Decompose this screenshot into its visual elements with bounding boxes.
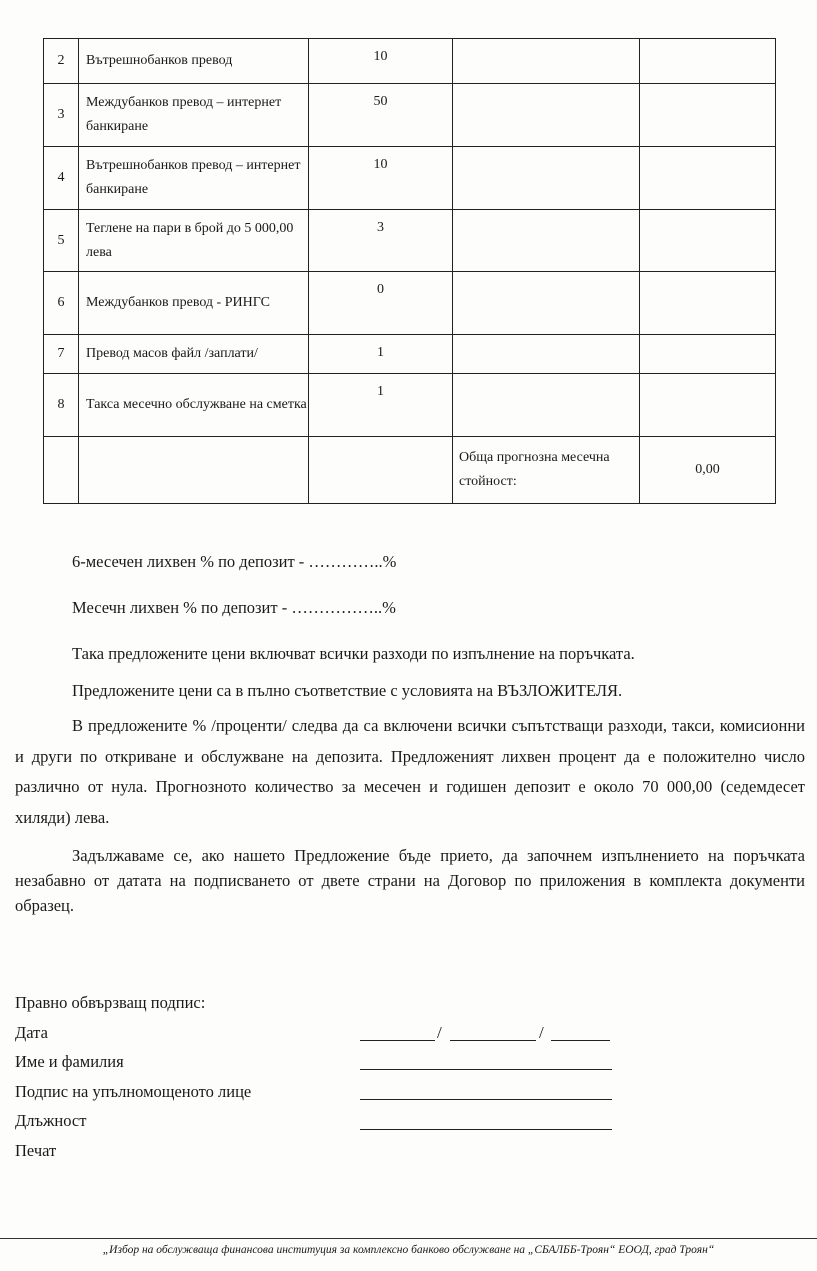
service-quantity: 50 bbox=[309, 83, 453, 146]
table-total-row bbox=[44, 436, 776, 503]
row-number: 2 bbox=[44, 39, 79, 84]
service-quantity: 3 bbox=[309, 209, 453, 272]
empty-cell bbox=[640, 146, 776, 209]
row-number: 8 bbox=[44, 374, 79, 437]
signature-heading: Правно обвързващ подпис: bbox=[15, 993, 206, 1012]
commitment-paragraph: Задължаваме се, ако нашето Предложение бъде прието, да започнем изпълнението на поръчката незабавно от датата на подписването от двете страни на Договор по приложения в комплекта документи образец. bbox=[15, 846, 805, 915]
position-field[interactable] bbox=[360, 1129, 612, 1130]
date-month-field[interactable] bbox=[450, 1040, 536, 1041]
monthly-rate-line: Месечн лихвен % по депозит - ……………..% bbox=[72, 598, 396, 617]
empty-cell bbox=[640, 209, 776, 272]
empty-cell bbox=[79, 436, 309, 503]
empty-cell bbox=[640, 374, 776, 437]
empty-cell bbox=[453, 272, 640, 335]
empty-cell bbox=[309, 436, 453, 503]
row-number: 3 bbox=[44, 83, 79, 146]
service-name: Теглене на пари в брой до 5 000,00 лева bbox=[79, 209, 309, 272]
position-label: Длъжност bbox=[15, 1111, 87, 1130]
service-name: Междубанков превод - РИНГС bbox=[79, 272, 309, 335]
table-row bbox=[44, 374, 776, 437]
empty-cell bbox=[453, 335, 640, 374]
total-value: 0,00 bbox=[640, 436, 776, 503]
date-separator: / bbox=[437, 1023, 442, 1042]
signature-field[interactable] bbox=[360, 1099, 612, 1100]
empty-cell bbox=[640, 335, 776, 374]
service-name: Превод масов файл /заплати/ bbox=[79, 335, 309, 374]
empty-cell bbox=[453, 209, 640, 272]
table-row bbox=[44, 272, 776, 335]
service-name: Вътрешнобанков превод bbox=[79, 39, 309, 84]
service-quantity: 1 bbox=[309, 374, 453, 437]
interest-rate-paragraph: В предложените % /проценти/ следва да са включени всички съпътстващи разходи, такси, комисионни и други по откриване и обслужване на депозита. Предложеният лихвен процент да е положително число различно от нула. Прогнозното количество за месечен и годишен депозит е около 70 000,00 (седемдесет хиляди) лева. bbox=[15, 716, 805, 827]
name-field[interactable] bbox=[360, 1069, 612, 1070]
table-row bbox=[44, 39, 776, 84]
row-number: 6 bbox=[44, 272, 79, 335]
service-quantity: 1 bbox=[309, 335, 453, 374]
table-row bbox=[44, 209, 776, 272]
empty-cell bbox=[640, 83, 776, 146]
row-number: 7 bbox=[44, 335, 79, 374]
date-day-field[interactable] bbox=[360, 1040, 435, 1041]
table-row bbox=[44, 146, 776, 209]
page-footer: „Избор на обслужваща финансова институция за комплексно банково обслужване на „СБАЛББ-Троян“ ЕООД, град Троян“ bbox=[0, 1238, 817, 1256]
row-number: 5 bbox=[44, 209, 79, 272]
prices-conform-paragraph: Предложените цени са в пълно съответствие с условията на ВЪЗЛОЖИТЕЛЯ. bbox=[72, 681, 623, 700]
empty-cell bbox=[640, 272, 776, 335]
date-year-field[interactable] bbox=[551, 1040, 610, 1041]
table-row bbox=[44, 335, 776, 374]
services-table bbox=[43, 38, 776, 504]
service-quantity: 10 bbox=[309, 39, 453, 84]
name-label: Име и фамилия bbox=[15, 1052, 124, 1071]
table-row bbox=[44, 83, 776, 146]
empty-cell bbox=[453, 146, 640, 209]
service-name: Вътрешнобанков превод – интернет банкиране bbox=[79, 146, 309, 209]
service-name: Междубанков превод – интернет банкиране bbox=[79, 83, 309, 146]
date-label: Дата bbox=[15, 1023, 48, 1042]
six-month-rate-line: 6-месечен лихвен % по депозит - …………..% bbox=[72, 552, 397, 571]
total-label: Обща прогнозна месечна стойност: bbox=[453, 436, 640, 503]
empty-cell bbox=[640, 39, 776, 84]
service-quantity: 0 bbox=[309, 272, 453, 335]
row-number: 4 bbox=[44, 146, 79, 209]
authorized-signature-label: Подпис на упълномощеното лице bbox=[15, 1082, 252, 1101]
empty-cell bbox=[453, 83, 640, 146]
empty-cell bbox=[453, 374, 640, 437]
empty-cell bbox=[453, 39, 640, 84]
service-quantity: 10 bbox=[309, 146, 453, 209]
date-separator: / bbox=[539, 1023, 544, 1042]
service-name: Такса месечно обслужване на сметка bbox=[79, 374, 309, 437]
prices-include-paragraph: Така предложените цени включват всички разходи по изпълнение на поръчката. bbox=[72, 644, 635, 663]
stamp-label: Печат bbox=[15, 1141, 57, 1160]
empty-cell bbox=[44, 436, 79, 503]
